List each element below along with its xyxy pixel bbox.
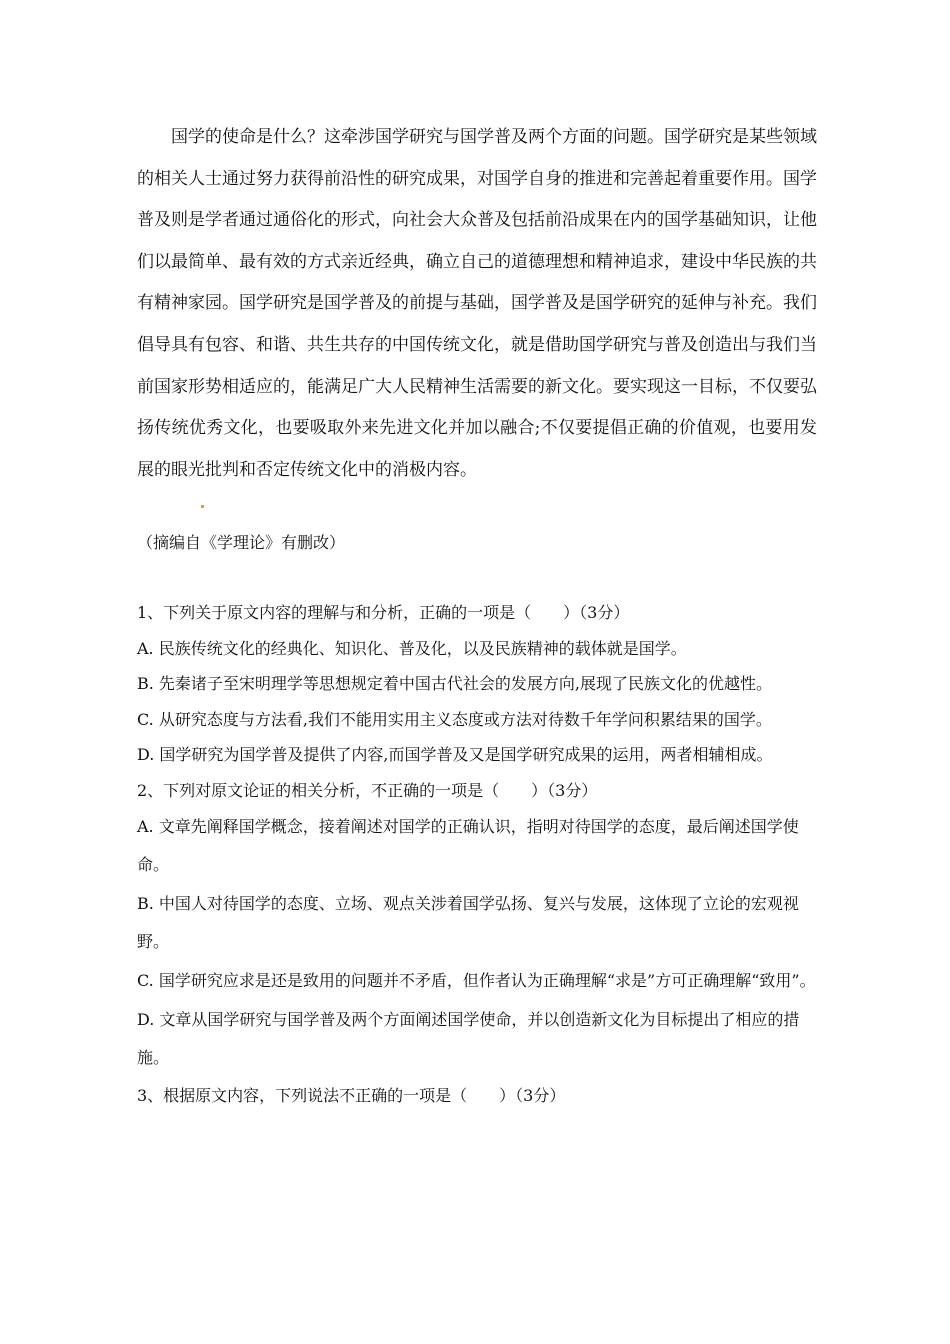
passage-paragraph: 国学的使命是什么？这牵涉国学研究与国学普及两个方面的问题。国学研究是某些领域的相关人士通过努力获得前沿性的研究成果，对国学自身的推进和完善起着重要作用。国学普及则是学者通过通俗化的形式，向社会大众普及包括前沿成果在内的国学基础知识，让他们以最简单、最有效的方式亲近经典，确立自己的道德理想和精神追求，建设中华民族的共有精神家园。国学研究是国学普及的前提与基础，国学普及是国学研究的延伸与补充。我们倡导具有包容、和谐、共生共存的中国传统文化，就是借助国学研究与普及创造出与我们当前国家形势相适应的，能满足广大人民精神生活需要的新文化。要实现这一目标，不仅要弘扬传统优秀文化，也要吸取外来先进文化并加以融合;不仅要提倡正确的价值观，也要用发展的眼光批判和否定传统文化中的消极内容。 bbox=[137, 127, 817, 480]
question-1-option-c: C. 从研究态度与方法看,我们不能用实用主义态度或方法对待数千年学问积累结果的国学。 bbox=[137, 709, 772, 729]
question-1-option-d: D. 国学研究为国学普及提供了内容,而国学普及又是国学研究成果的运用，两者相辅相成。 bbox=[137, 745, 773, 764]
question-3-stem: 3、根据原文内容，下列说法不正确的一项是（ ）（3分） bbox=[137, 1086, 566, 1105]
source-citation: （摘编自《学理论》有删改） bbox=[137, 533, 346, 552]
question-1-option-b: B. 先秦诸子至宋明理学等思想规定着中国古代社会的发展方向,展现了民族文化的优越性。 bbox=[137, 674, 773, 693]
question-2-stem: 2、下列对原文论证的相关分析，不正确的一项是（ ）（3分） bbox=[137, 780, 598, 800]
stray-mark bbox=[201, 505, 204, 508]
question-2-option-d: D. 文章从国学研究与国学普及两个方面阐述国学使命，并以创造新文化为目标提出了相应的措施。 bbox=[137, 1010, 800, 1067]
question-2-option-c: C. 国学研究应求是还是致用的问题并不矛盾，但作者认为正确理解“求是”方可正确理解“致用”。 bbox=[137, 971, 816, 990]
question-2-option-b: B. 中国人对待国学的态度、立场、观点关涉着国学弘扬、复兴与发展，这体现了立论的宏观视野。 bbox=[137, 894, 799, 951]
question-1-option-a: A. 民族传统文化的经典化、知识化、普及化，以及民族精神的载体就是国学。 bbox=[137, 638, 687, 658]
questions-section bbox=[137, 595, 817, 1114]
question-1-stem: 1、下列关于原文内容的理解与和分析，正确的一项是（ ）（3分） bbox=[137, 603, 630, 622]
question-2-option-a: A. 文章先阐释国学概念，接着阐述对国学的正确认识，指明对待国学的态度，最后阐述国学使命。 bbox=[137, 817, 799, 874]
